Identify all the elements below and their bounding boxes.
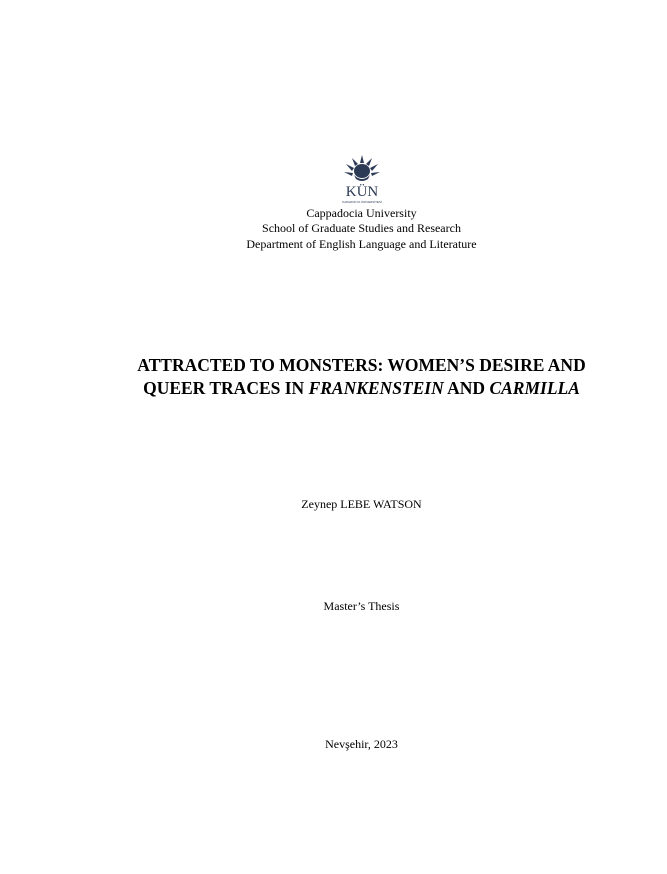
school-name: School of Graduate Studies and Research (262, 221, 461, 235)
university-logo-icon (338, 153, 386, 205)
author-name: Zeynep LEBE WATSON (301, 497, 422, 511)
title-text: AND (443, 378, 490, 398)
department-name: Department of English Language and Literature (246, 237, 477, 251)
thesis-type: Master’s Thesis (323, 599, 400, 613)
logo-wordmark: KÜN (345, 184, 379, 200)
logo-tagline: KAPADOKYA ÜNİVERSİTESİ (342, 200, 382, 204)
title-work-frankenstein: FRANKENSTEIN (308, 378, 444, 398)
title-text: QUEER TRACES IN (143, 378, 309, 398)
thesis-title-line-2 (0, 376, 667, 400)
place-and-date: Nevşehir, 2023 (325, 737, 398, 751)
thesis-title-line-1: ATTRACTED TO MONSTERS: WOMEN’S DESIRE AND (137, 355, 586, 375)
university-name: Cappadocia University (306, 206, 417, 220)
title-work-carmilla: CARMILLA (489, 378, 580, 398)
